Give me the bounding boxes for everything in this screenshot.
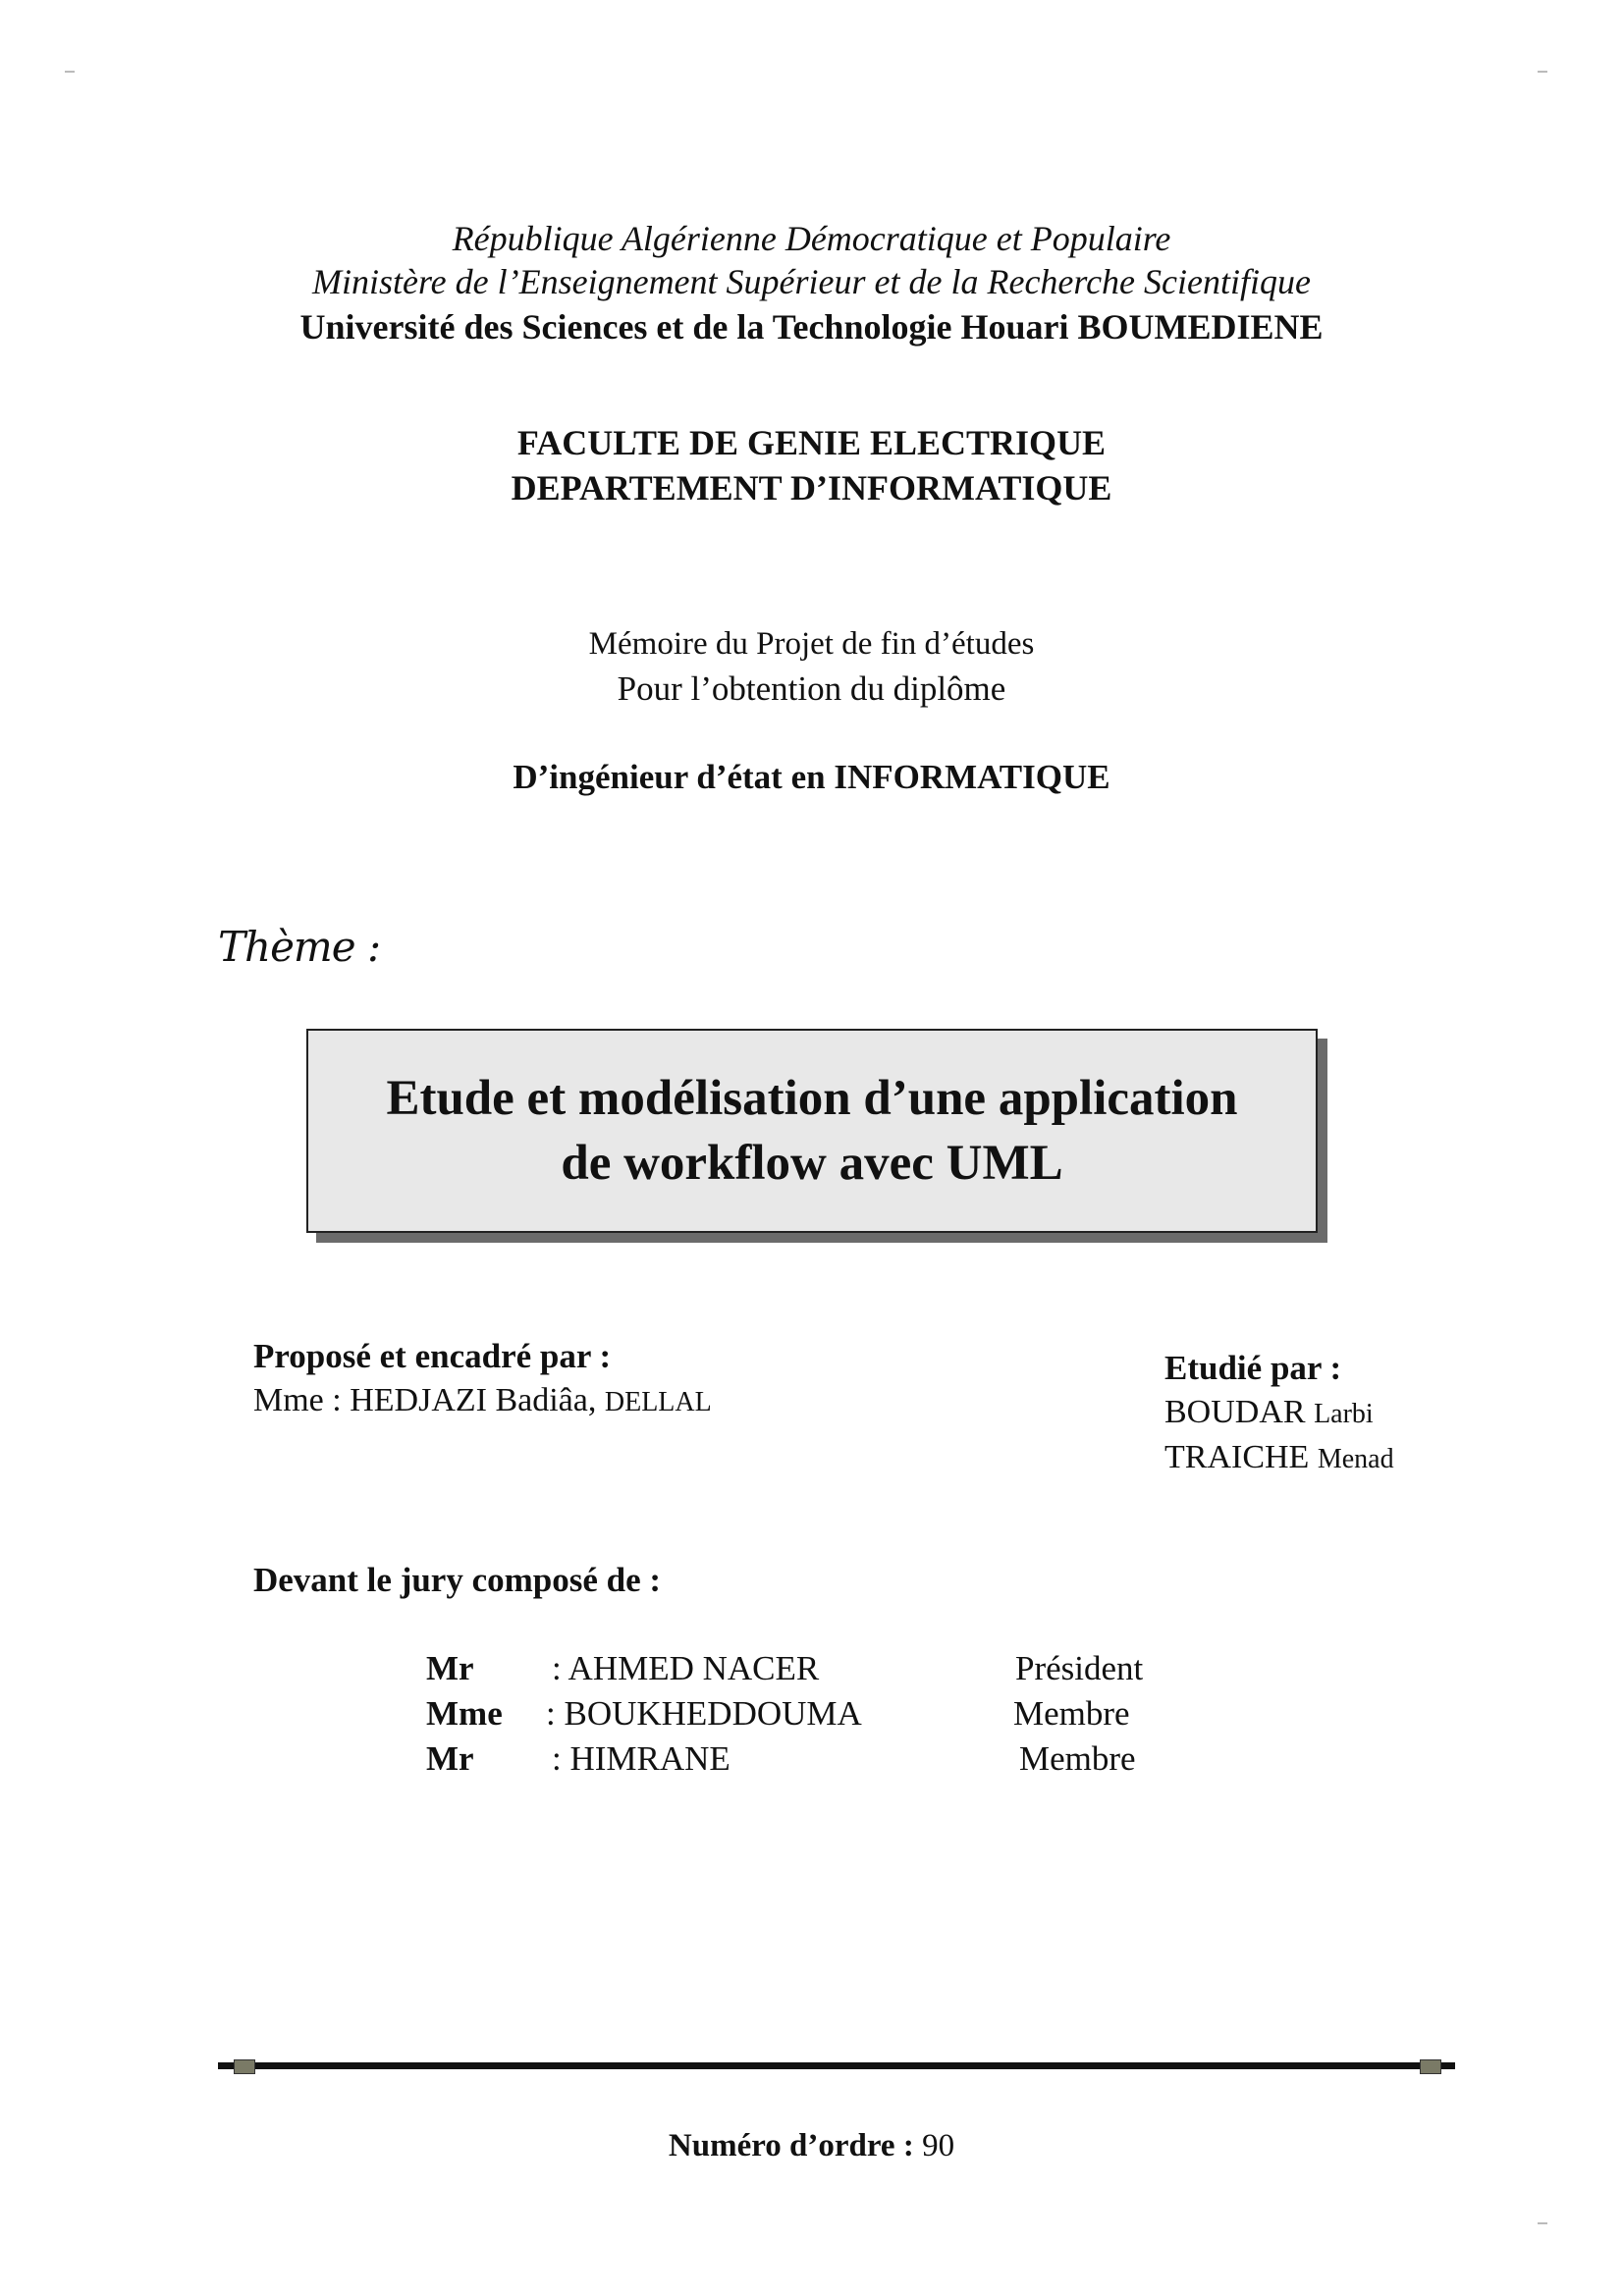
order-number xyxy=(0,2128,1623,2164)
jury-title: Mr xyxy=(426,1739,474,1778)
corner-mark xyxy=(1538,71,1547,73)
degree-line: D’ingénieur d’état en INFORMATIQUE xyxy=(513,758,1110,796)
supervisors-heading: Proposé et encadré par : xyxy=(253,1337,612,1375)
student-row xyxy=(1164,1394,1374,1431)
jury-row xyxy=(0,1649,1623,1694)
student-first-name: Larbi xyxy=(1314,1399,1374,1429)
department-line: DEPARTEMENT D’INFORMATIQUE xyxy=(511,468,1112,507)
order-number-label: Numéro d’ordre : xyxy=(668,2128,914,2163)
rule-knob xyxy=(234,2059,255,2074)
memoire-line: Mémoire du Projet de fin d’études xyxy=(588,626,1035,662)
students-heading: Etudié par : xyxy=(1164,1349,1342,1387)
corner-mark xyxy=(65,71,75,73)
theme-label: Thème : xyxy=(218,923,381,971)
jury-name: : HIMRANE xyxy=(552,1739,730,1778)
order-number-value: 90 xyxy=(922,2128,955,2163)
jury-role: Membre xyxy=(1019,1739,1136,1778)
student-first-name: Menad xyxy=(1317,1444,1394,1474)
jury-name: : AHMED NACER xyxy=(552,1649,820,1687)
jury-title: Mr xyxy=(426,1649,474,1687)
thesis-title-box xyxy=(306,1029,1318,1233)
supervisors-extra-name: DELLAL xyxy=(604,1387,712,1417)
supervisors-names xyxy=(253,1382,712,1419)
student-last-name: TRAICHE xyxy=(1164,1439,1310,1475)
corner-mark xyxy=(1538,2222,1547,2224)
ministry-line: Ministère de l’Enseignement Supérieur et de la Recherche Scientifique xyxy=(312,262,1311,301)
thesis-title-line1: Etude et modélisation d’une application xyxy=(386,1071,1238,1126)
thesis-title-line2: de workflow avec UML xyxy=(561,1136,1063,1191)
jury-role: Membre xyxy=(1013,1694,1130,1733)
footer-rule xyxy=(218,2062,1455,2069)
faculty-line: FACULTE DE GENIE ELECTRIQUE xyxy=(516,423,1107,462)
jury-name: : BOUKHEDDOUMA xyxy=(546,1694,862,1733)
supervisors-main-names: Mme : HEDJAZI Badiâa, xyxy=(253,1382,597,1418)
jury-row xyxy=(0,1739,1623,1785)
jury-title: Mme xyxy=(426,1694,503,1733)
jury-role: Président xyxy=(1015,1649,1144,1687)
rule-knob xyxy=(1420,2059,1441,2074)
diploma-line: Pour l’obtention du diplôme xyxy=(617,669,1006,708)
jury-row xyxy=(0,1694,1623,1739)
student-last-name: BOUDAR xyxy=(1164,1394,1306,1430)
republic-line: République Algérienne Démocratique et Populaire xyxy=(452,219,1171,258)
student-row xyxy=(1164,1439,1394,1476)
university-line: Université des Sciences et de la Technologie Houari BOUMEDIENE xyxy=(299,307,1324,347)
jury-heading: Devant le jury composé de : xyxy=(253,1561,662,1599)
